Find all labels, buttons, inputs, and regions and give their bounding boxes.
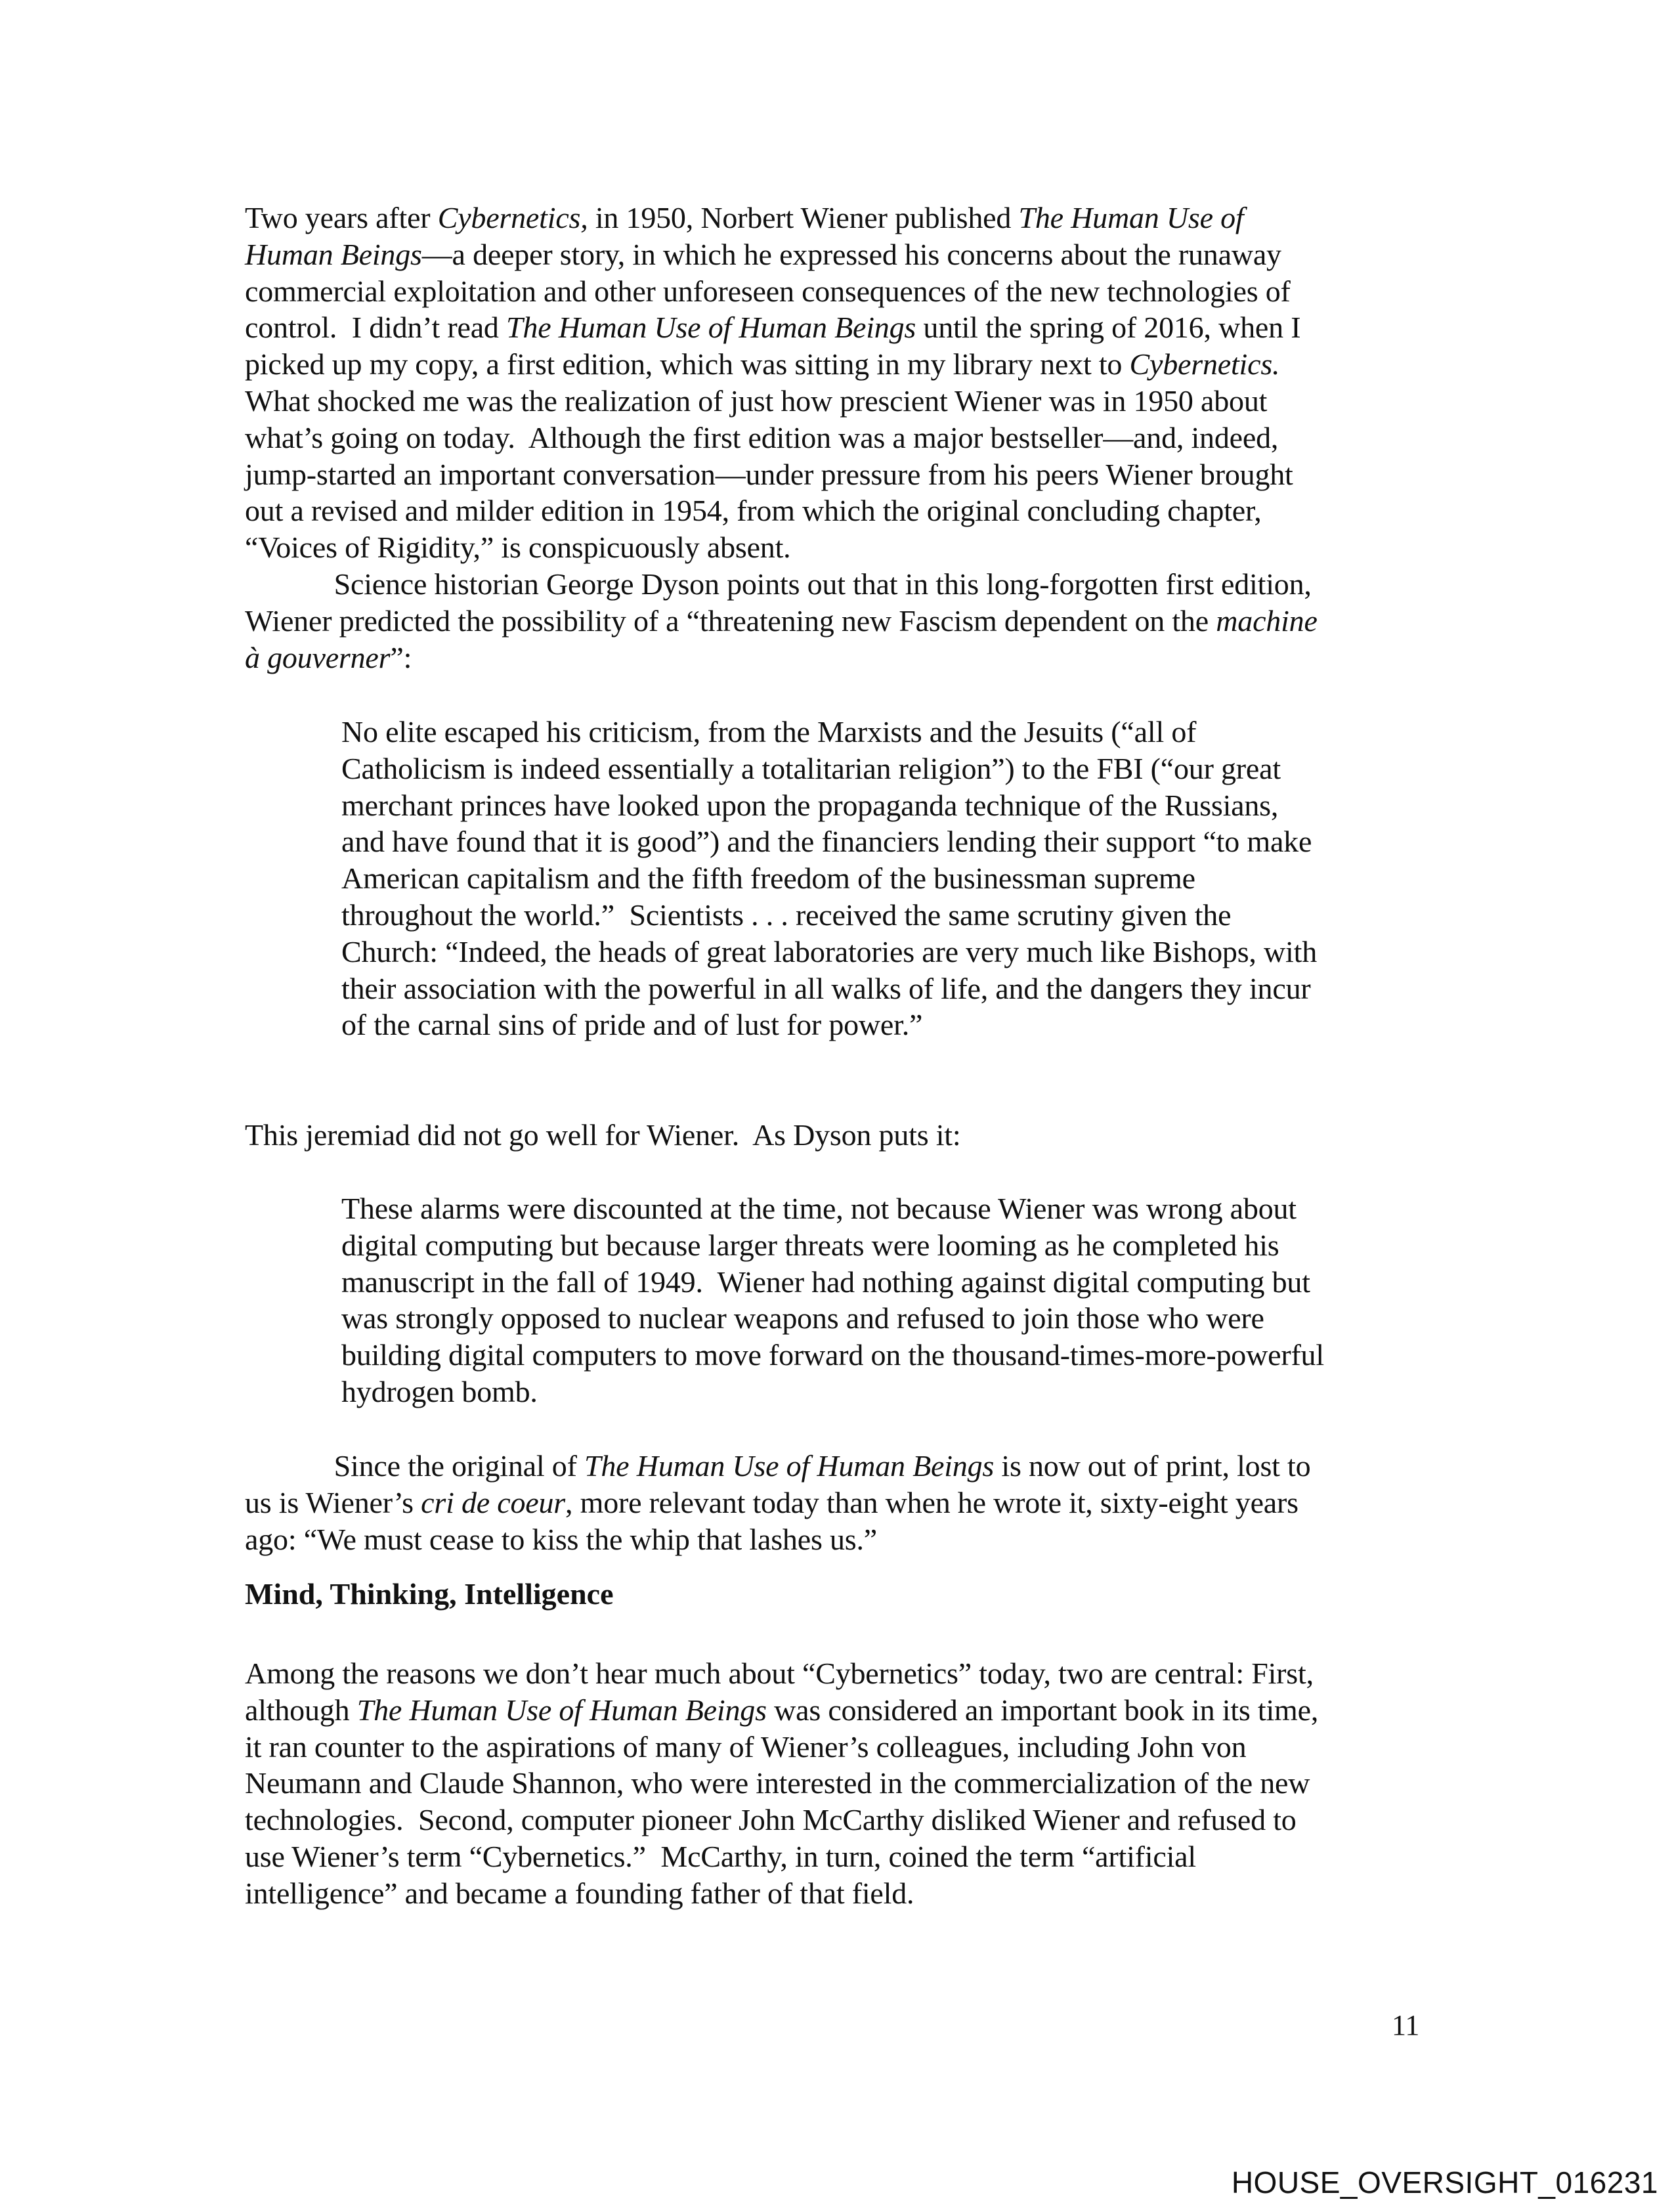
text-line <box>341 750 1431 787</box>
italic-text: machine <box>1216 603 1318 638</box>
text-run: Catholicism is indeed essentially a totalitarian religion”) to the FBI (“our great <box>341 751 1281 785</box>
italic-text: The Human Use of Human Beings <box>506 311 916 345</box>
text-line <box>245 1655 1427 1692</box>
text-line <box>245 346 1427 383</box>
text-line <box>341 1227 1431 1264</box>
text-line <box>245 1117 1427 1154</box>
text-run: throughout the world.” Scientists . . . received the same scrutiny given the <box>341 898 1232 932</box>
italic-text: The Human Use of <box>1018 201 1244 234</box>
text-line <box>341 1007 1431 1043</box>
text-run: “Voices of Rigidity,” is conspicuously absent. <box>245 531 791 565</box>
text-line <box>245 1875 1427 1912</box>
text-run: their association with the powerful in all walks of life, and the dangers they incur <box>341 971 1311 1005</box>
text-line <box>245 273 1427 310</box>
text-run: control. I didn’t read <box>245 311 507 345</box>
text-line <box>245 1729 1427 1766</box>
text-line <box>245 1521 1427 1558</box>
italic-text: Human Beings <box>245 237 422 271</box>
text-run: —a deeper story, in which he expressed his concerns about the runaway <box>421 237 1281 271</box>
text-run: us is Wiener’s <box>245 1485 421 1519</box>
blockquote-2 <box>341 1190 1431 1410</box>
text-line <box>245 529 1427 566</box>
text-run: jump-started an important conversation—under pressure from his peers Wiener brought <box>245 457 1293 491</box>
text-run: This jeremiad did not go well for Wiener. As Dyson puts it: <box>245 1118 961 1152</box>
page-number: 11 <box>1392 2009 1420 2041</box>
text-run: of the carnal sins of pride and of lust for power.” <box>341 1008 923 1042</box>
text-line <box>341 897 1431 934</box>
text-run: building digital computers to move forward on the thousand-times-more-powerful <box>341 1338 1324 1372</box>
text-line <box>341 823 1431 860</box>
text-line <box>245 1838 1427 1875</box>
text-run: Since the original of <box>245 1449 584 1483</box>
text-run: was considered an important book in its time, <box>766 1693 1319 1727</box>
text-line <box>245 200 1427 236</box>
text-run: ago: “We must cease to kiss the whip that lashes us.” <box>245 1522 877 1556</box>
text-line <box>341 787 1431 824</box>
text-run: Among the reasons we don’t hear much about “Cybernetics” today, two are central: First, <box>245 1657 1314 1690</box>
text-run: What shocked me was the realization of just how prescient Wiener was in 1950 about <box>245 383 1268 418</box>
text-line <box>341 1264 1431 1301</box>
text-run: use Wiener’s term “Cybernetics.” McCarthy, in turn, coined the term “artificial <box>245 1839 1196 1873</box>
text-run: picked up my copy, a first edition, which was sitting in my library next to <box>245 347 1130 381</box>
italic-text: à gouverner <box>245 640 391 674</box>
text-run: in 1950, Norbert Wiener published <box>588 201 1019 234</box>
paragraph-1 <box>245 200 1427 566</box>
text-run: ”: <box>390 640 412 674</box>
text-run: and have found that it is good”) and the financiers lending their support “to make <box>341 825 1312 859</box>
text-line <box>341 1337 1431 1374</box>
text-run: although <box>245 1693 357 1727</box>
text-run: American capitalism and the fifth freedom of the businessman supreme <box>341 861 1195 896</box>
text-line <box>245 640 1427 676</box>
text-run: Wiener predicted the possibility of a “threatening new Fascism dependent on the <box>245 603 1216 638</box>
text-line <box>245 456 1427 493</box>
text-run: manuscript in the fall of 1949. Wiener had nothing against digital computing but <box>341 1265 1310 1299</box>
text-run: it ran counter to the aspirations of many of Wiener’s colleagues, including John von <box>245 1729 1247 1764</box>
text-line <box>245 492 1427 529</box>
section-heading: Mind, Thinking, Intelligence <box>245 1577 614 1611</box>
text-line <box>245 1802 1427 1838</box>
text-line <box>245 1765 1427 1802</box>
paragraph-5 <box>245 1655 1427 1912</box>
italic-text: cri de coeur <box>421 1485 566 1519</box>
text-line <box>245 309 1427 346</box>
text-line <box>341 1300 1431 1337</box>
text-run: intelligence” and became a founding father of that field. <box>245 1876 914 1910</box>
text-run: until the spring of 2016, when I <box>916 311 1301 345</box>
text-run: Two years after <box>245 201 438 234</box>
text-run: out a revised and milder edition in 1954, from which the original concluding chapter, <box>245 494 1262 528</box>
text-line <box>245 383 1427 420</box>
paragraph-3 <box>245 1117 1427 1154</box>
text-run: was strongly opposed to nuclear weapons and refused to join those who were <box>341 1301 1264 1335</box>
blockquote-1 <box>341 714 1431 1043</box>
text-line <box>341 860 1431 897</box>
text-run: commercial exploitation and other unforeseen consequences of the new technologies of <box>245 274 1291 308</box>
text-run: merchant princes have looked upon the propaganda technique of the Russians, <box>341 788 1279 822</box>
text-line <box>341 714 1431 750</box>
text-run: Science historian George Dyson points out that in this long-forgotten first edition, <box>245 567 1312 601</box>
text-line <box>245 1485 1427 1521</box>
text-line <box>341 1374 1431 1410</box>
text-line <box>245 1692 1427 1729</box>
text-run: technologies. Second, computer pioneer John McCarthy disliked Wiener and refused to <box>245 1803 1297 1837</box>
text-line <box>245 236 1427 273</box>
text-run: hydrogen bomb. <box>341 1374 538 1408</box>
text-run: These alarms were discounted at the time, not because Wiener was wrong about <box>341 1192 1297 1225</box>
text-line <box>245 603 1427 640</box>
text-run: digital computing but because larger threats were looming as he completed his <box>341 1228 1279 1262</box>
italic-text: The Human Use of Human Beings <box>356 1693 767 1727</box>
italic-text: The Human Use of Human Beings <box>584 1449 995 1483</box>
text-line <box>341 970 1431 1007</box>
text-run: , more relevant today than when he wrote it, sixty-eight years <box>565 1485 1298 1519</box>
text-line <box>341 934 1431 970</box>
text-run: what’s going on today. Although the first edition was a major bestseller—and, indeed, <box>245 420 1279 454</box>
text-run: No elite escaped his criticism, from the Marxists and the Jesuits (“all of <box>341 715 1197 748</box>
text-line <box>245 566 1427 603</box>
paragraph-2 <box>245 566 1427 676</box>
bates-stamp: HOUSE_OVERSIGHT_016231 <box>1231 2165 1658 2200</box>
italic-text: Cybernetics. <box>1129 347 1280 381</box>
text-run: Church: “Indeed, the heads of great laboratories are very much like Bishops, with <box>341 934 1317 968</box>
text-run: Neumann and Claude Shannon, who were interested in the commercialization of the new <box>245 1766 1310 1800</box>
paragraph-4 <box>245 1448 1427 1557</box>
text-line <box>245 420 1427 456</box>
text-line <box>245 1448 1427 1485</box>
text-line <box>341 1190 1431 1227</box>
text-run: is now out of print, lost to <box>994 1449 1311 1483</box>
italic-text: Cybernetics, <box>437 201 588 234</box>
